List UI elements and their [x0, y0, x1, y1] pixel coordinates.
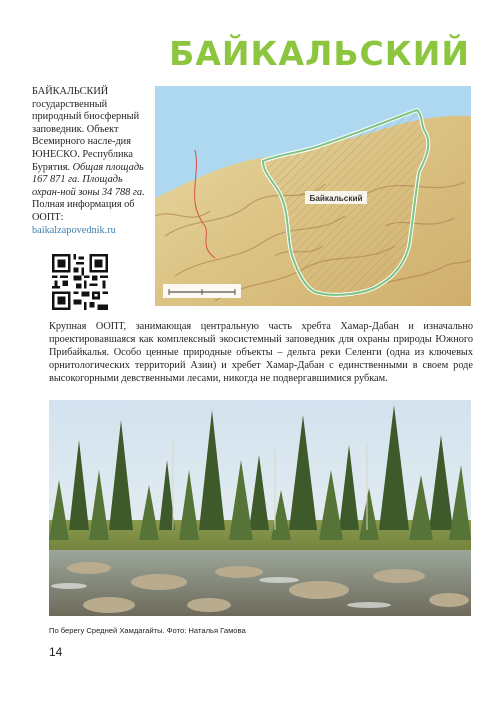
reserve-info-text: Полная информация об ООПТ:: [32, 199, 135, 223]
body-paragraph: Крупная ООПТ, занимающая центральную часть хребта Хамар-Дабан и изначально проектировавшаяся как комплексный экосистемный заповедник для охраны природы Южного Прибайкалья. Особо ценные природные объекты – дельта реки Селенги (одна из ключевых орнитологических территорий Азии) и хребет Хамар-Дабан с единственными в своем роде высокогорными девственными лесами, никогда не подвергавшимися рубкам.: [49, 321, 473, 385]
qr-code[interactable]: [52, 254, 108, 310]
photo-caption: По берегу Средней Хамдагайты. Фото: Наталья Гамова: [49, 626, 246, 635]
reserve-website-link[interactable]: baikalzapovednik.ru: [32, 224, 116, 236]
page-title: БАЙКАЛЬСКИЙ: [169, 34, 470, 73]
forest-river-photo: [49, 400, 471, 616]
reserve-map: [155, 86, 471, 306]
reserve-info: [32, 86, 150, 237]
reserve-area: Общая площадь 167 871 га. Площадь охран-ной зоны 34 788 га.: [32, 161, 145, 198]
scale-bar: [163, 284, 241, 298]
reserve-name: БАЙКАЛЬСКИЙ: [32, 86, 109, 97]
page-number: 14: [49, 645, 63, 659]
reserve-description: государственный природный биосферный заповедник. Объект Всемирного насле-дия ЮНЕСКО. Республика Бурятия.: [32, 98, 140, 173]
map-label: Байкальский: [309, 194, 363, 203]
